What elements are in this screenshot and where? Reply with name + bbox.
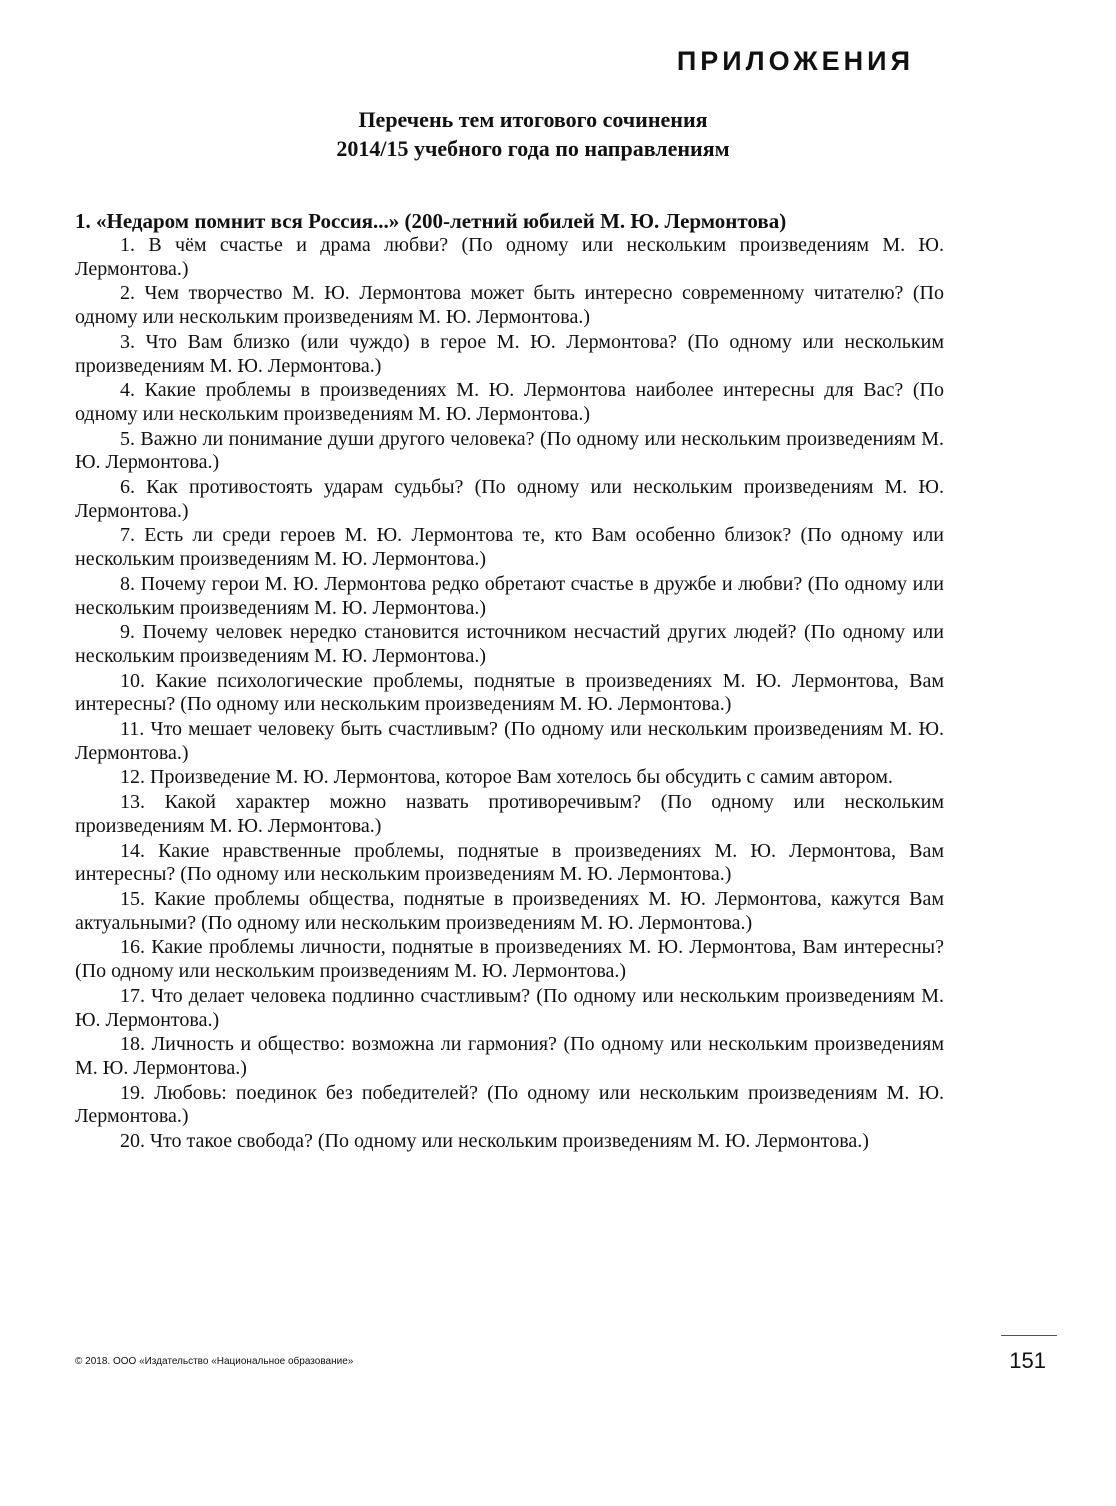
topic-item: 16. Какие проблемы личности, поднятые в произведениях М. Ю. Лермонтова, Вам интересны? (По одному или нескольким произведениям М. Ю. Лермонтова.) — [75, 936, 944, 983]
topic-item: 19. Любовь: поединок без победителей? (По одному или нескольким произведениям М. Ю. Лермонтова.) — [75, 1081, 944, 1128]
topic-item: 8. Почему герои М. Ю. Лермонтова редко обретают счастье в дружбе и любви? (По одному или нескольким произведениям М. Ю. Лермонтова.) — [75, 572, 944, 619]
footer-rule — [1001, 1335, 1057, 1336]
page-title — [0, 105, 1066, 163]
topic-item: 17. Что делает человека подлинно счастливым? (По одному или нескольким произведениям М. Ю. Лермонтова.) — [75, 984, 944, 1031]
topic-item: 4. Какие проблемы в произведениях М. Ю. Лермонтова наиболее интересны для Вас? (По одному или нескольким произведениям М. Ю. Лермонтова.) — [75, 379, 944, 425]
topic-item: 18. Личность и общество: возможна ли гармония? (По одному или нескольким произведениям М. Ю. Лермонтова.) — [75, 1033, 944, 1079]
topic-item: 3. Что Вам близко (или чуждо) в герое М. Ю. Лермонтова? (По одному или нескольким произведениям М. Ю. Лермонтова.) — [75, 330, 944, 377]
topic-item: 2. Чем творчество М. Ю. Лермонтова может быть интересно современному читателю? (По одному или нескольким произведениям М. Ю. Лермонтова.) — [75, 282, 944, 329]
topic-item: 9. Почему человек нередко становится источником несчастий других людей? (По одному или нескольким произведениям М. Ю. Лермонтова.) — [75, 621, 944, 667]
section-heading: 1. «Недаром помнит вся Россия...» (200-летний юбилей М. Ю. Лермонтова) — [75, 209, 787, 233]
title-line-2: 2014/15 учебного года по направлениям — [336, 136, 730, 161]
section-label: ПРИЛОЖЕНИЯ — [676, 46, 914, 76]
topic-item: 11. Что мешает человеку быть счастливым? (По одному или нескольким произведениям М. Ю. Лермонтова.) — [75, 718, 944, 764]
topic-item: 20. Что такое свобода? (По одному или нескольким произведениям М. Ю. Лермонтова.) — [120, 1130, 869, 1153]
topic-item: 15. Какие проблемы общества, поднятые в произведениях М. Ю. Лермонтова, кажутся Вам актуальными? (По одному или нескольким произведениям М. Ю. Лермонтова.) — [75, 887, 944, 934]
topic-item: 1. В чём счастье и драма любви? (По одному или нескольким произведениям М. Ю. Лермонтова.) — [75, 234, 944, 280]
topic-item: 7. Есть ли среди героев М. Ю. Лермонтова те, кто Вам особенно близок? (По одному или нескольким произведениям М. Ю. Лермонтова.) — [75, 524, 944, 571]
copyright-notice: © 2018. ООО «Издательство «Национальное образование» — [75, 1356, 354, 1367]
topic-list — [75, 234, 944, 1154]
page-number: 151 — [1009, 1348, 1046, 1373]
topic-item: 6. Как противостоять ударам судьбы? (По одному или нескольким произведениям М. Ю. Лермонтова.) — [75, 476, 944, 522]
title-line-1: Перечень тем итогового сочинения — [358, 107, 708, 132]
topic-item: 13. Какой характер можно назвать противоречивым? (По одному или нескольким произведениям М. Ю. Лермонтова.) — [75, 791, 944, 837]
topic-section — [75, 210, 944, 1155]
topic-item: 14. Какие нравственные проблемы, поднятые в произведениях М. Ю. Лермонтова, Вам интересны? (По одному или нескольким произведениям М. Ю. Лермонтова.) — [75, 839, 944, 886]
topic-item: 10. Какие психологические проблемы, поднятые в произведениях М. Ю. Лермонтова, Вам интересны? (По одному или нескольким произведениям М. Ю. Лермонтова.) — [75, 669, 944, 716]
topic-item: 5. Важно ли понимание души другого человека? (По одному или нескольким произведениям М. Ю. Лермонтова.) — [75, 427, 944, 474]
topic-item: 12. Произведение М. Ю. Лермонтова, которое Вам хотелось бы обсудить с самим автором. — [120, 766, 893, 789]
